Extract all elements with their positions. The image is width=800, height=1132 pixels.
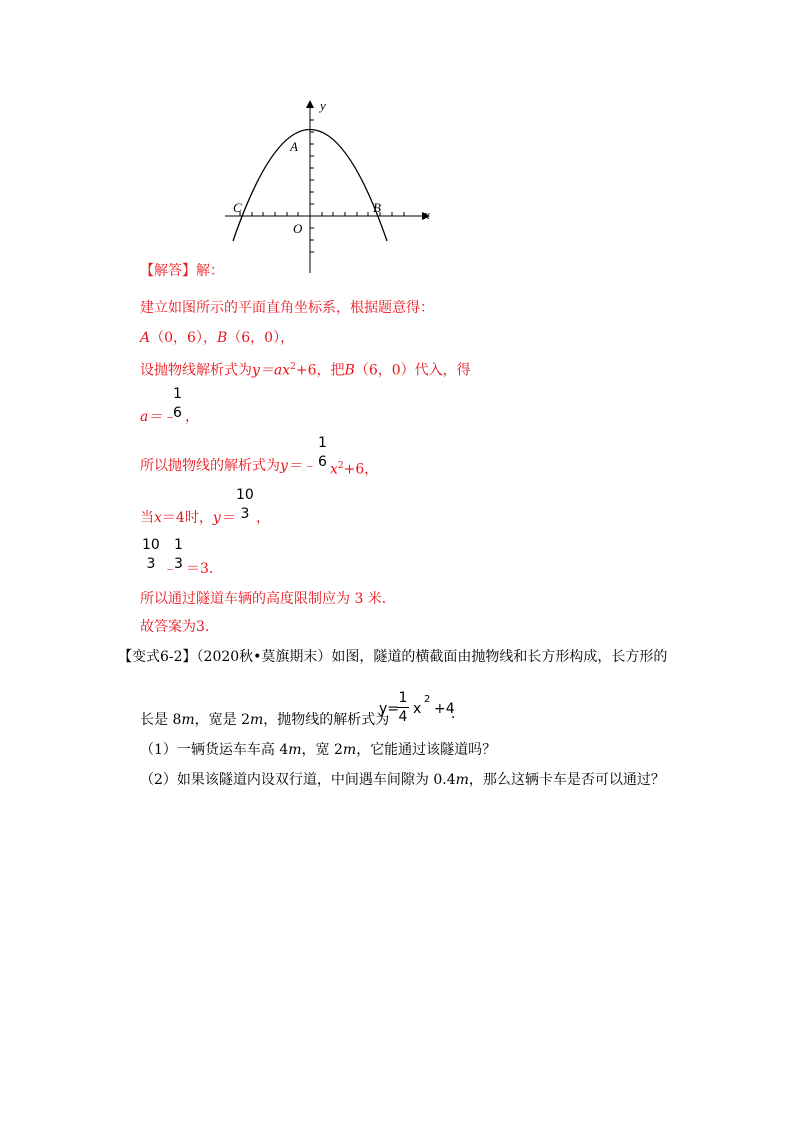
- text: 所以抛物线的解析式为: [140, 458, 280, 474]
- solution-line-8: 所以通过隧道车辆的高度限制应为 3 米．: [140, 591, 396, 607]
- text: +6，: [343, 461, 379, 478]
- denominator: 6: [318, 454, 327, 470]
- numerator: 1: [318, 435, 327, 451]
- denominator: 4: [398, 709, 408, 725]
- parabola-graph: [220, 98, 440, 278]
- denominator: 3: [174, 556, 183, 572]
- exponent: 2: [424, 694, 431, 705]
- period: ．: [451, 706, 465, 722]
- variable: x: [154, 510, 162, 526]
- unit: m: [181, 712, 195, 728]
- text: 当: [140, 510, 154, 526]
- comma: ，: [256, 510, 270, 526]
- numerator: 1: [173, 386, 182, 402]
- solution-line-2: [140, 329, 294, 347]
- point-c-label: C: [233, 200, 242, 215]
- minus-sign: ﹣: [163, 561, 177, 577]
- denominator: 6: [173, 405, 182, 421]
- unit: m: [455, 772, 469, 788]
- equals-three: ＝3．: [186, 561, 223, 577]
- unit: m: [250, 712, 264, 728]
- denominator: 3: [240, 506, 250, 522]
- y-axis-arrow: [306, 100, 314, 108]
- fraction-ten-thirds-2: [140, 537, 162, 572]
- fraction-one-quarter: [397, 690, 409, 725]
- text: （6，0）代入，得: [354, 362, 471, 379]
- text: ，宽是 2: [194, 712, 250, 728]
- text: ，那么这辆卡车是否可以通过？: [468, 772, 665, 788]
- solution-line-1: 建立如图所示的平面直角坐标系，根据题意得：: [140, 300, 434, 316]
- point-b-coords: （6，0），: [227, 330, 295, 346]
- text: +6，把: [295, 362, 345, 379]
- unit: m: [342, 742, 357, 758]
- text: （1）一辆货运车车高 4: [140, 742, 289, 758]
- formula: y＝ax: [252, 362, 291, 379]
- question-1: [140, 741, 496, 759]
- y-axis-label: y: [320, 98, 326, 113]
- formula-y: y=: [379, 701, 400, 717]
- x-axis-label: x: [424, 207, 430, 222]
- fraction-one-sixth: [171, 386, 184, 421]
- point-a: A: [140, 330, 151, 346]
- point-b: B: [344, 362, 355, 379]
- formula: y＝: [212, 510, 235, 526]
- comma: ，: [185, 409, 199, 425]
- solution-line-9: 故答案为3．: [140, 619, 219, 635]
- fraction-one-sixth-2: [316, 435, 329, 470]
- numerator: 1: [398, 690, 408, 706]
- constant: +4: [434, 701, 455, 717]
- point-b: B: [216, 330, 228, 346]
- point-b-label: B: [373, 200, 381, 215]
- question-2: [140, 771, 665, 789]
- exponent: 2: [337, 461, 344, 471]
- solution-line-3: [140, 358, 471, 380]
- text: ＝4时，: [161, 510, 213, 526]
- text: ，它能通过该隧道吗？: [356, 742, 497, 758]
- text: a＝﹣: [140, 409, 177, 425]
- origin-label: O: [293, 221, 303, 236]
- numerator: 10: [236, 487, 254, 503]
- unit: m: [288, 742, 302, 758]
- text: 设抛物线解析式为: [140, 362, 252, 379]
- text: 长是 8: [140, 712, 182, 728]
- fraction-one-third: [172, 537, 185, 572]
- numerator: 1: [174, 537, 183, 553]
- point-a-label: A: [290, 139, 298, 154]
- formula: y＝﹣: [280, 458, 316, 474]
- point-a-coords: （0，6），: [150, 330, 217, 346]
- text: ，抛物线的解析式为: [263, 712, 390, 728]
- numerator: 10: [142, 537, 160, 553]
- text: ，宽 2: [301, 742, 343, 758]
- variable: x: [330, 461, 338, 478]
- problem-line-2: [140, 711, 389, 729]
- exponent: 2: [290, 362, 296, 372]
- fraction-ten-thirds: [234, 487, 256, 522]
- denominator: 3: [146, 556, 156, 572]
- variable: x: [413, 701, 422, 717]
- solution-header: 【解答】解：: [140, 263, 224, 279]
- solution-line-6: [140, 509, 235, 527]
- solution-line-5: [140, 457, 316, 475]
- problem-title: 【变式6-2】（2020秋•莫旗期末）如图，隧道的横截面由抛物线和长方形构成，长方形的: [118, 649, 668, 665]
- solution-line-5-tail: [330, 457, 378, 479]
- text: （2）如果该隧道内设双行道，中间遇车间隙为 0.4: [140, 772, 456, 788]
